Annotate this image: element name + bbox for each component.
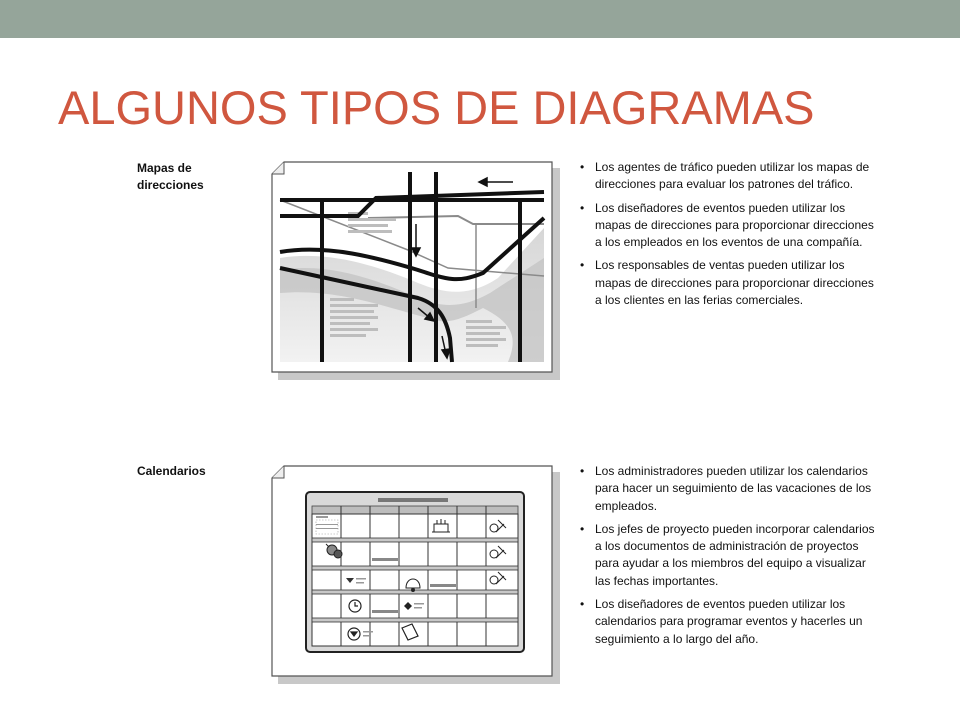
calendars-bullet-list (578, 463, 878, 654)
slide-title: ALGUNOS TIPOS DE DIAGRAMAS (58, 81, 815, 134)
calendars-label (137, 463, 206, 480)
list-item: • Los diseñadores de eventos pueden utilizar los mapas de direcciones para proporcionar direcciones a los empleados en los eventos de una compañía. (578, 200, 878, 252)
list-item: • Los jefes de proyecto pueden incorporar calendarios a los documentos de administración de proyectos para ayudar a los miembros del equipo a visualizar las fechas importantes. (578, 521, 878, 590)
list-item: • Los diseñadores de eventos pueden utilizar los calendarios para programar eventos y hacerles un seguimiento a lo largo del año. (578, 596, 878, 648)
list-item: • Los administradores pueden utilizar los calendarios para hacer un seguimiento de las vacaciones de los empleados. (578, 463, 878, 515)
maps-bullet-list (578, 159, 878, 315)
maps-label (137, 160, 204, 194)
list-item: • Los agentes de tráfico pueden utilizar los mapas de direcciones para evaluar los patrones del tráfico. (578, 159, 878, 194)
calendars-label-line1: Calendarios (137, 464, 206, 478)
top-accent-bar (0, 0, 960, 38)
calendar-grid-icon (268, 462, 568, 687)
list-item: • Los responsables de ventas pueden utilizar los mapas de direcciones para proporcionar direcciones a los clientes en las ferias comerciales. (578, 257, 878, 309)
maps-label-line2: direcciones (137, 178, 204, 192)
street-map-icon (268, 158, 568, 383)
maps-label-line1: Mapas de (137, 161, 192, 175)
